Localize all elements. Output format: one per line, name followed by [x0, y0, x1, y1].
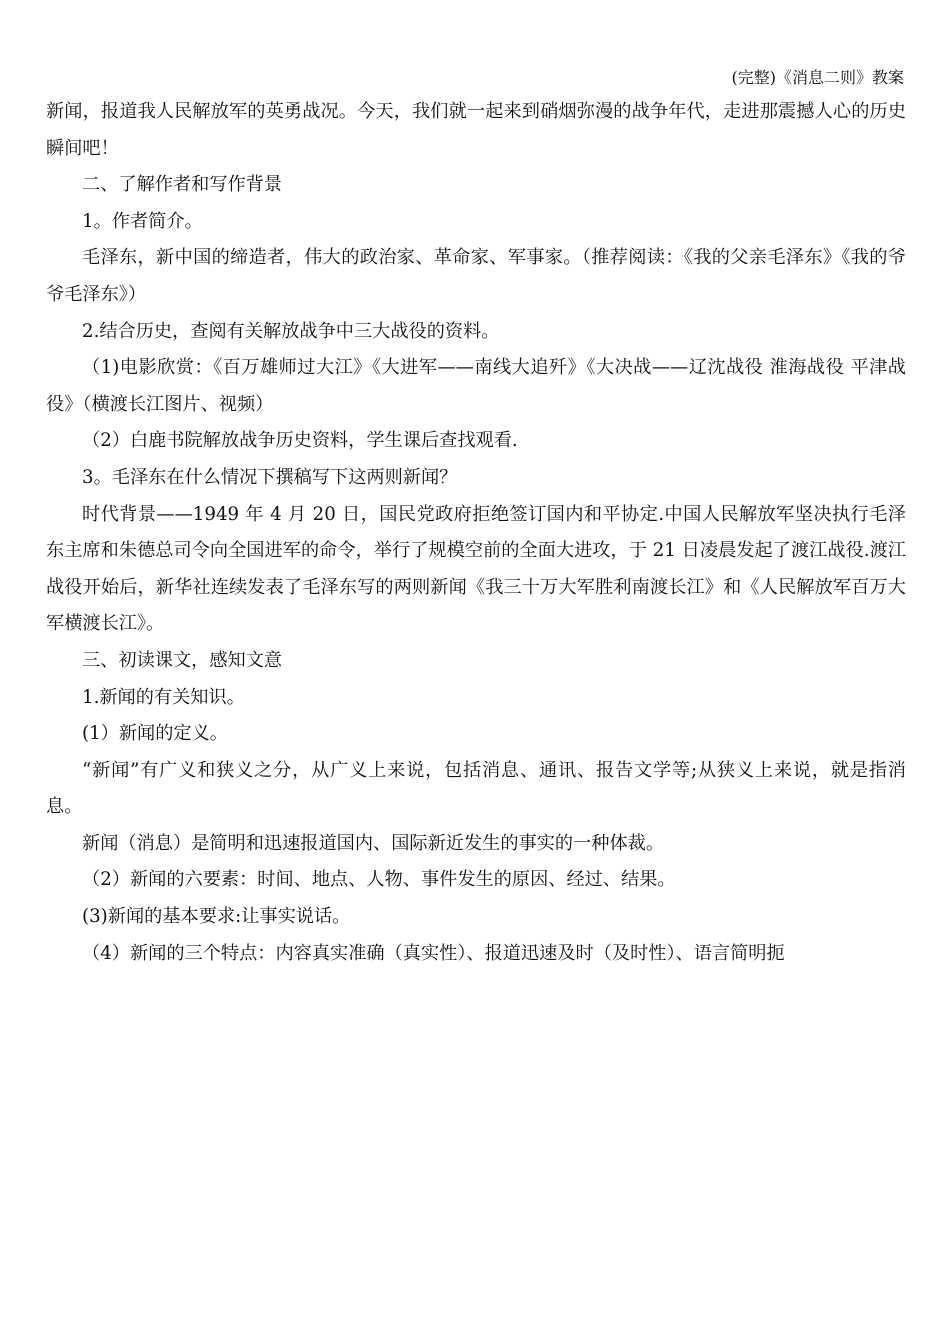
subheading-author-intro: 1。作者简介。: [82, 210, 203, 232]
page-header: (完整)《消息二则》教案: [731, 68, 904, 87]
list-item-news-definition: (1）新闻的定义。: [82, 723, 228, 745]
paragraph-news-broad-narrow: “新闻”有广义和狭义之分，从广义上来说，包括消息、通讯、报告文学等;从狭义上来说，就是指消息。: [46, 759, 906, 818]
paragraph-historical-background: 时代背景——1949 年 4 月 20 日，国民党政府拒绝签订国内和平协定.中国人民解放军坚决执行毛泽东主席和朱德总司令向全国进军的命令，举行了规模空前的全面大进攻，于 21 日凌晨发起了渡江战役.渡江战役开始后，新华社连续发表了毛泽东写的两则新闻《我三十万大军胜利南渡长江》和《人民解放军百万大军横渡长江》。: [46, 503, 906, 635]
list-item-films: （1)电影欣赏：《百万雄师过大江》《大进军——南线大追歼》《大决战——辽沈战役 淮海战役 平津战役》（横渡长江图片、视频）: [46, 357, 906, 415]
subheading-writing-context: 3。毛泽东在什么情况下撰稿写下这两则新闻？: [82, 466, 458, 488]
subheading-news-knowledge: 1.新闻的有关知识。: [82, 686, 245, 708]
paragraph-news-genre: 新闻（消息）是简明和迅速报道国内、国际新近发生的事实的一种体裁。: [82, 832, 665, 854]
paragraph-intro: 新闻，报道我人民解放军的英勇战况。今天，我们就一起来到硝烟弥漫的战争年代，走进那震撼人心的历史瞬间吧！: [46, 101, 906, 159]
section-heading-first-reading: 三、初读课文，感知文意: [82, 649, 283, 671]
document-body: [46, 94, 906, 972]
list-item-basic-requirement: (3)新闻的基本要求:让事实说话。: [82, 906, 351, 928]
section-heading-author-background: 二、了解作者和写作背景: [82, 174, 283, 196]
list-item-history-materials: （2）白鹿书院解放战争历史资料，学生课后查找观看.: [82, 430, 518, 452]
paragraph-author-bio: 毛泽东，新中国的缔造者，伟大的政治家、革命家、军事家。（推荐阅读：《我的父亲毛泽东》《我的爷爷毛泽东》）: [46, 247, 906, 305]
list-item-six-elements: （2）新闻的六要素：时间、地点、人物、事件发生的原因、经过、结果。: [82, 869, 676, 891]
subheading-history-research: 2.结合历史，查阅有关解放战争中三大战役的资料。: [82, 320, 500, 342]
list-item-three-features: （4）新闻的三个特点：内容真实准确（真实性）、报道迅速及时（及时性）、语言简明扼: [82, 942, 785, 964]
